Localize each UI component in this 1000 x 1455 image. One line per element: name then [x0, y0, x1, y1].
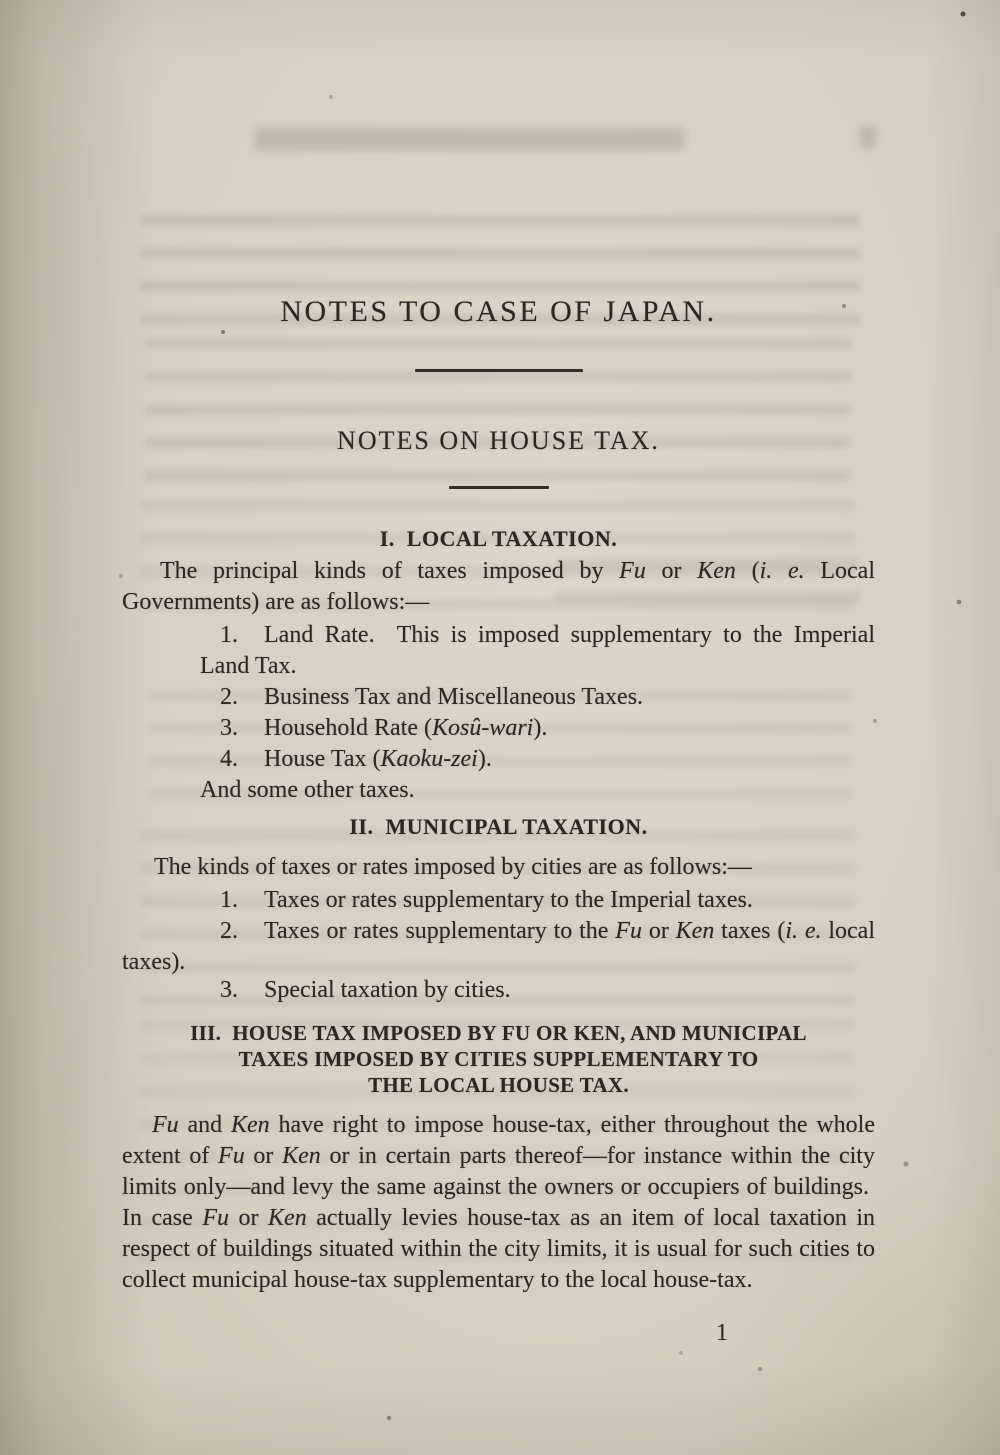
text-run: or [244, 1143, 283, 1169]
list-item-household-rate [122, 713, 875, 744]
list-item-text [264, 887, 753, 913]
list-number: 3. [220, 715, 238, 741]
text-run: ). [533, 715, 548, 741]
italic-term: Fu [619, 558, 646, 584]
list-item-text [200, 622, 875, 679]
list-item-land-rate [122, 620, 875, 682]
list-item-business-tax [122, 682, 875, 713]
section-heading-municipal-taxation: II. MUNICIPAL TAXATION. [349, 814, 648, 839]
text-run: Special taxation by cities. [264, 977, 511, 1003]
text-run: Land Rate. This is imposed supplementary to the Imperial Land Tax. [200, 622, 875, 679]
page-title: NOTES TO CASE OF JAPAN. [280, 295, 717, 328]
italic-term: Fu [615, 918, 642, 944]
italic-term: Kaoku-zei [380, 746, 478, 772]
text-run: The principal kinds of taxes imposed by [160, 558, 620, 584]
list-item-special-taxation [122, 975, 875, 1006]
italic-term: Ken [675, 918, 715, 944]
text-run: Household Rate ( [264, 715, 432, 741]
italic-term: Ken [268, 1205, 307, 1231]
italic-term: i. e. [759, 558, 805, 584]
text-run: and [178, 1112, 231, 1138]
paper-specks [0, 0, 2, 2]
page-subtitle: NOTES ON HOUSE TAX. [337, 426, 660, 455]
italic-term: i. e. [785, 918, 822, 944]
list-item-house-tax [122, 744, 875, 775]
paragraph-municipal-intro [122, 852, 875, 883]
italic-term: Ken [697, 558, 736, 584]
text-run: or [229, 1205, 269, 1231]
divider-rule [415, 369, 583, 372]
text-run: or [645, 558, 698, 584]
heading-line: III. HOUSE TAX IMPOSED BY FU OR KEN, AND MUNICIPAL [190, 1021, 807, 1045]
list-number: 2. [220, 684, 238, 710]
text-run: actually levies house-tax as an item of local taxation in respect of buildings situated within the city limits, it is usual for such cities to collect municipal house-tax supplementary to the local house-tax. [122, 1205, 876, 1293]
list-item-fu-ken-supplementary [122, 916, 875, 978]
text-run: ( [735, 558, 760, 584]
text-run: The kinds of taxes or rates imposed by cities are as follows:— [154, 854, 752, 880]
list-number: 1. [220, 622, 238, 648]
italic-term: Fu [202, 1205, 229, 1231]
list-number: 3. [220, 977, 238, 1003]
list-number: 4. [220, 746, 238, 772]
list-item-imperial-supplementary [122, 885, 875, 916]
page-content [122, 0, 875, 1296]
page-number: 1 [716, 1320, 728, 1346]
list-item-text [264, 977, 511, 1003]
text-run: or in certain parts thereof—for instance within the city limits only—and levy the same against the owners or occupiers of buildings. In case [122, 1143, 875, 1231]
text-run: or [641, 918, 676, 944]
italic-term: Ken [282, 1143, 321, 1169]
list-item-text [264, 746, 492, 772]
list-item-text [264, 684, 643, 710]
text-run: Local Governments) are as follows:— [122, 558, 875, 615]
italic-term: Kosû-wari [431, 715, 534, 741]
italic-term: Fu [218, 1143, 245, 1169]
text-run: have right to impose house-tax, either throughout the whole extent of [122, 1112, 875, 1169]
text-run: Business Tax and Miscellaneous Taxes. [264, 684, 644, 710]
paragraph-other-taxes: And some other taxes. [200, 777, 415, 803]
italic-term: Ken [230, 1112, 270, 1138]
heading-line: TAXES IMPOSED BY CITIES SUPPLEMENTARY TO [238, 1047, 759, 1071]
text-run: Taxes or rates supplementary to the Imperial taxes. [264, 887, 753, 913]
paragraph-local-intro [122, 556, 875, 618]
section-heading-local-taxation: I. LOCAL TAXATION. [379, 526, 618, 551]
italic-term: Fu [152, 1112, 179, 1138]
list-item-text [264, 715, 547, 741]
heading-line: THE LOCAL HOUSE TAX. [368, 1073, 629, 1097]
text-run: taxes ( [714, 918, 786, 944]
list-number: 2. [220, 918, 238, 944]
paragraph-house-tax-body [122, 1110, 875, 1296]
divider-rule-small [449, 486, 549, 489]
text-run: ). [477, 746, 492, 772]
text-run: House Tax ( [264, 746, 381, 772]
text-run: local taxes). [122, 918, 875, 975]
text-run: Taxes or rates supplementary to the [264, 918, 616, 944]
section-heading-house-tax [122, 1020, 875, 1098]
list-number: 1. [220, 887, 238, 913]
